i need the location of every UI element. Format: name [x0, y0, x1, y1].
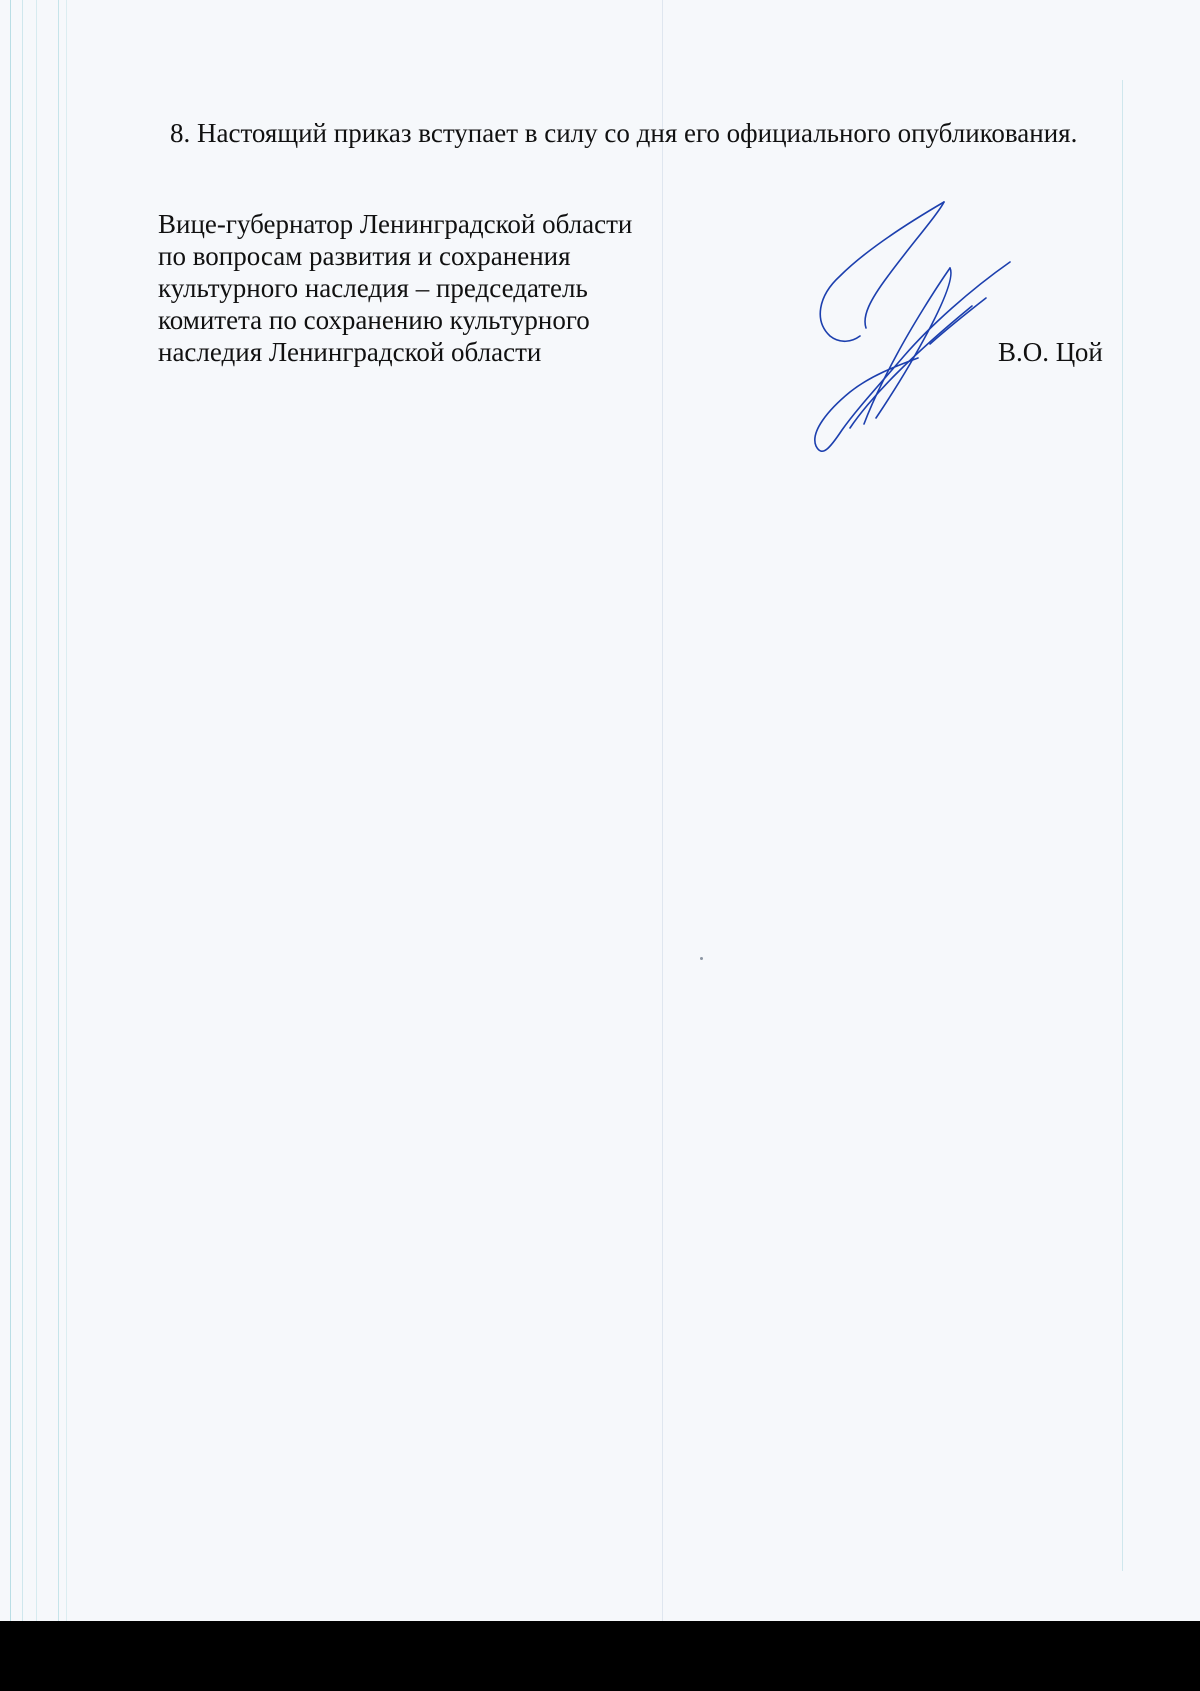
- scan-edge-line: [22, 0, 23, 1621]
- signatory-position-line: Вице-губернатор Ленинградской области: [158, 209, 633, 239]
- signatory-position: [158, 208, 678, 368]
- scan-edge-line: [10, 0, 11, 1621]
- signatory-position-line: по вопросам развития и сохранения: [158, 241, 571, 271]
- scan-edge-line: [1122, 80, 1123, 1571]
- signatory-position-line: культурного наследия – председатель: [158, 273, 588, 303]
- scan-edge-line: [66, 0, 67, 1621]
- scan-speck: [700, 957, 703, 960]
- paragraph-8: 8. Настоящий приказ вступает в силу со дня его официального опубликования.: [170, 118, 1078, 148]
- scan-edge-line: [36, 0, 37, 1621]
- signatory-position-line: наследия Ленинградской области: [158, 337, 542, 367]
- scan-bottom-bar: [0, 1621, 1200, 1691]
- handwritten-signature: [800, 196, 1030, 456]
- signatory-position-line: комитета по сохранению культурного: [158, 305, 590, 335]
- signatory-name: В.О. Цой: [998, 337, 1103, 367]
- scan-edge-line: [58, 0, 59, 1621]
